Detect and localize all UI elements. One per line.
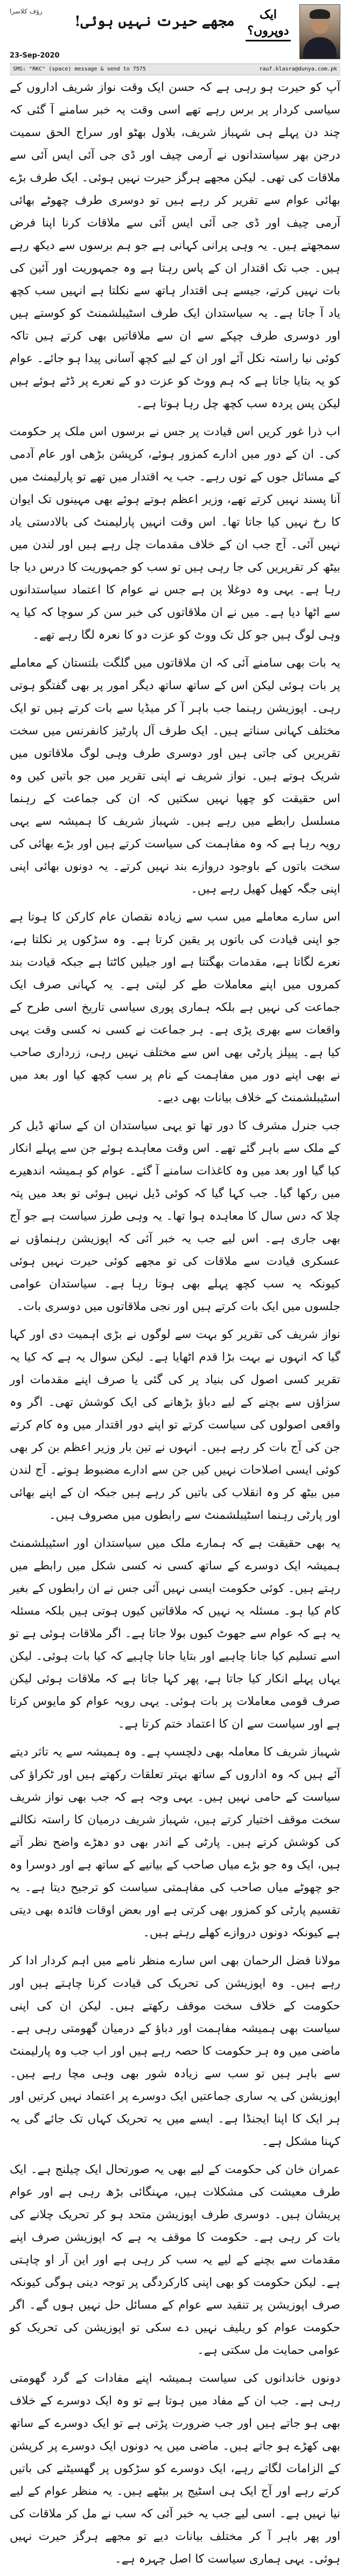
article-paragraph: یہ بھی حقیقت ہے کہ ہمارے ملک میں سیاستدان اور اسٹیبلشمنٹ ہمیشہ ایک دوسرے کے ساتھ کسی نہ کسی شکل میں رابطے میں رہتے ہیں۔ کوئی حکومت ایسی نہیں آئی جس نے ان رابطوں کے بغیر کام کیا ہو۔ مسئلہ یہ نہیں کہ ملاقاتیں کیوں ہوتی ہیں بلکہ مسئلہ یہ ہے کہ عوام سے جھوٹ کیوں بولا جاتا ہے۔ اگر ملاقات ہوئی ہے تو اسے تسلیم کیا جانا چاہیے اور بتایا جانا چاہیے کہ کیا بات ہوئی۔ لیکن یہاں پہلے انکار کیا جاتا ہے، پھر کہا جاتا ہے کہ ملاقات ہوئی لیکن صرف قومی معاملات پر بات ہوئی۔ یہی رویہ عوام کو مایوس کرتا ہے اور سیاست سے ان کا اعتماد ختم کرتا ہے۔ (10, 1537, 340, 1731)
column-logo-text: ایک دوپروں؟ (247, 8, 289, 38)
column-title: مجھے حیرت نہیں ہوئی! (74, 13, 235, 30)
article-paragraph: نواز شریف کی تقریر کو بہت سے لوگوں نے بڑی اہمیت دی اور کہا گیا کہ انہوں نے بہت بڑا قدم اٹھایا ہے۔ لیکن سوال یہ ہے کہ کیا یہ تقریر کسی اصول کی بنیاد پر کی گئی یا صرف اپنے مقدمات اور سزاؤں سے بچنے کے لیے دباؤ بڑھانے کی ایک کوشش تھی۔ اگر وہ واقعی اصولوں کی سیاست کرتے تو اپنے دور اقتدار میں وہ کام کرتے جن کی آج بات کر رہے ہیں۔ انہوں نے تین بار وزیر اعظم بن کر بھی کوئی ایسی اصلاحات نہیں کیں جن سے ادارے مضبوط ہوتے۔ آج لندن میں بیٹھ کر وہ انقلاب کی باتیں کر رہے ہیں جبکہ ان کے اپنے بھائی اور پارٹی رہنما اسٹیبلشمنٹ سے رابطوں میں مصروف ہیں۔ (10, 1328, 340, 1522)
column-logo (242, 6, 294, 42)
author-email[interactable]: rauf.klasra@dunya.com.pk (259, 66, 337, 72)
article-paragraph: اب ذرا غور کریں اس قیادت پر جس نے برسوں اس ملک پر حکومت کی۔ ان کے دور میں ادارے کمزور ہوئے، کرپشن بڑھی اور عام آدمی کے مسائل جوں کے توں رہے۔ جب یہ اقتدار میں تھے تو پارلیمنٹ میں آنا پسند نہیں کرتے تھے، وزیر اعظم ہوتے ہوئے بھی مہینوں تک ایوان کا رخ نہیں کیا جاتا تھا۔ اس وقت انہیں پارلیمنٹ کی بالادستی یاد نہیں آئی۔ آج جب ان کے خلاف مقدمات چل رہے ہیں اور لندن میں بیٹھ کر تقریریں کی جا رہی ہیں تو سب کو جمہوریت کا درس دیا جا رہا ہے۔ یہی وہ دوغلا پن ہے جس نے عوام کا اعتماد سیاستدانوں سے اٹھا دیا ہے۔ میں نے ان ملاقاتوں کی خبر سن کر سوچا کہ کیا یہ وہی لوگ ہیں جو کل تک ووٹ کو عزت دو کا نعرہ لگا رہے تھے۔ (10, 425, 340, 642)
sms-instructions: SMS: "RKC" (space) message & send to 7575 (13, 66, 146, 72)
publish-date: 23-Sep-2020 (10, 52, 60, 60)
article-body (10, 76, 340, 2576)
article-paragraph: آپ کو حیرت ہو رہی ہے کہ حسن ایک وقت نواز شریف اداروں کے سیاسی کردار پر برس رہے تھے اسی وقت یہ خبر سامنے آ گئی کہ چند دن پہلے ہی شہباز شریف، بلاول بھٹو اور سراج الحق سمیت درجن بھر سیاستدانوں نے آرمی چیف اور ڈی جی آئی ایس آئی سے ملاقات کی تھی۔ لیکن مجھے ہرگز حیرت نہیں ہوئی۔ ایک طرف بڑے بھائی عوام سے تقریر کر رہے ہیں تو دوسری طرف چھوٹے بھائی آرمی چیف اور ڈی جی آئی ایس آئی سے ملاقات کرنا اپنا فرض سمجھتے ہیں۔ یہ وہی پرانی کہانی ہے جو ہم برسوں سے دیکھ رہے ہیں۔ جب تک اقتدار ان کے پاس رہتا ہے وہ جمہوریت اور آئین کی بات نہیں کرتے، جیسے ہی اقتدار ہاتھ سے نکلتا ہے انہیں سب کچھ یاد آ جاتا ہے۔ یہ سیاستدان ایک طرف اسٹیبلشمنٹ کو کوستے ہیں اور دوسری طرف چپکے سے ان سے ملاقاتیں بھی کرتے ہیں تاکہ کوئی نیا راستہ نکل آئے اور ان کے لیے کچھ آسانی پیدا ہو جائے۔ عوام کو یہ بتایا جاتا ہے کہ ہم ووٹ کو عزت دو کے نعرے پر ڈٹے ہوئے ہیں لیکن پس پردہ سب کچھ چل رہا ہوتا ہے۔ (10, 81, 340, 411)
article-paragraph: عمران خان کی حکومت کے لیے بھی یہ صورتحال ایک چیلنج ہے۔ ایک طرف معیشت کی مشکلات ہیں، مہنگائی بڑھ رہی ہے اور عوام پریشان ہیں۔ دوسری طرف اپوزیشن متحد ہو کر تحریک چلانے کی بات کر رہی ہے۔ حکومت کا موقف یہ ہے کہ اپوزیشن صرف اپنے مقدمات سے بچنے کے لیے یہ سب کر رہی ہے اور این آر او چاہتی ہے۔ لیکن حکومت کو بھی اپنی کارکردگی پر توجہ دینی ہوگی کیونکہ صرف اپوزیشن پر تنقید سے عوام کے مسائل حل نہیں ہوں گے۔ اگر حکومت عوام کو ریلیف نہیں دے سکی تو اپوزیشن کی تحریک کو عوامی حمایت مل سکتی ہے۔ (10, 2163, 340, 2357)
article-paragraph: دونوں خاندانوں کی سیاست ہمیشہ اپنے مفادات کے گرد گھومتی رہی ہے۔ جب ان کے مفاد میں ہوتا ہے تو وہ ایک دوسرے کے خلاف بھی ہو جاتے ہیں اور جب ضرورت پڑتی ہے تو ایک دوسرے کے ساتھ بھی کھڑے ہو جاتے ہیں۔ ماضی میں یہ دونوں ایک دوسرے پر کرپشن کے الزامات لگاتے رہے، ایک دوسرے کو سڑکوں پر گھسیٹنے کی باتیں کرتے رہے اور آج ایک ہی اسٹیج پر بیٹھے ہیں۔ یہ منظر عوام کے لیے نیا نہیں ہے۔ اسی لیے جب یہ خبر آئی کہ سب نے مل کر ملاقات کی اور پھر باہر آ کر مختلف بیانات دیے تو مجھے ہرگز حیرت نہیں ہوئی۔ یہی ہماری سیاست کا اصل چہرہ ہے۔ (10, 2372, 340, 2566)
article-paragraph: جب جنرل مشرف کا دور تھا تو یہی سیاستدان ان کے ساتھ ڈیل کر کے ملک سے باہر گئے تھے۔ اس وقت معاہدے ہوئے جن سے پہلے انکار کیا گیا اور بعد میں وہ کاغذات سامنے آ گئے۔ عوام کو ہمیشہ اندھیرے میں رکھا گیا۔ جب کہا گیا کہ کوئی ڈیل نہیں ہوئی تو بعد میں پتہ چلا کہ دس سال کا معاہدہ ہوا تھا۔ یہ وہی طرز سیاست ہے جو آج بھی جاری ہے۔ اس لیے جب یہ خبر آئی کہ اپوزیشن رہنماؤں نے عسکری قیادت سے ملاقات کی تو مجھے کوئی حیرت نہیں ہوئی کیونکہ یہ سب کچھ پہلے بھی ہوتا رہا ہے۔ سیاستدان عوامی جلسوں میں ایک بات کرتے ہیں اور نجی ملاقاتوں میں دوسری بات۔ (10, 1119, 340, 1313)
article-paragraph: یہ بات بھی سامنے آئی کہ ان ملاقاتوں میں گلگت بلتستان کے معاملے پر بات ہوئی لیکن اس کے ساتھ ساتھ دیگر امور پر بھی گفتگو ہوتی رہی۔ اپوزیشن رہنما جب باہر آ کر میڈیا سے بات کرتے ہیں تو ایک مختلف کہانی سناتے ہیں۔ ایک طرف آل پارٹیز کانفرنس میں سخت تقریریں کی جاتی ہیں اور دوسری طرف وہی لوگ ملاقاتوں میں شریک ہوتے ہیں۔ نواز شریف نے اپنی تقریر میں جو باتیں کیں وہ اس حقیقت کو چھپا نہیں سکتیں کہ ان کی جماعت کے رہنما مسلسل رابطے میں رہے ہیں۔ شہباز شریف کا ہمیشہ سے یہی رویہ رہا ہے کہ وہ مفاہمت کی سیاست کرتے ہیں اور بڑے بھائی کی سخت باتوں کے باوجود دروازے بند نہیں کرتے۔ یہ دونوں بھائی اپنی اپنی جگہ کھیل کھیل رہے ہیں۔ (10, 656, 340, 896)
sms-strip (10, 63, 340, 75)
author-name: رؤف کلاسرا (10, 8, 43, 15)
article-paragraph: شہباز شریف کا معاملہ بھی دلچسپ ہے۔ وہ ہمیشہ سے یہ تاثر دیتے آئے ہیں کہ وہ اداروں کے ساتھ بہتر تعلقات رکھتے ہیں اور ٹکراؤ کی سیاست کے حامی نہیں ہیں۔ یہی وجہ ہے کہ جب بھی نواز شریف سخت موقف اختیار کرتے ہیں، شہباز شریف درمیان کا راستہ نکالنے کی کوشش کرتے ہیں۔ پارٹی کے اندر بھی دو دھڑے واضح نظر آتے ہیں، ایک وہ جو بڑے میاں صاحب کے بیانیے کے ساتھ ہے اور دوسرا وہ جو چھوٹے میاں صاحب کی مفاہمتی سیاست کو ترجیح دیتا ہے۔ یہ تقسیم پارٹی کو کمزور بھی کرتی ہے اور بعض اوقات فائدہ بھی دیتی ہے کیونکہ دونوں دروازے کھلے رہتے ہیں۔ (10, 1745, 340, 1940)
columnist-photo (299, 4, 340, 59)
article-paragraph: مولانا فضل الرحمان بھی اس سارے منظر نامے میں اہم کردار ادا کر رہے ہیں۔ وہ اپوزیشن کی تحریک کی قیادت کرنا چاہتے ہیں اور حکومت کے خلاف سخت موقف رکھتے ہیں۔ لیکن ان کی اپنی سیاست بھی ہمیشہ مفاہمت اور دباؤ کے درمیان گھومتی رہی ہے۔ ماضی میں وہ ہر حکومت کا حصہ رہے ہیں اور اب جب وہ پارلیمنٹ سے باہر ہیں تو سب سے زیادہ شور بھی وہی مچا رہے ہیں۔ اپوزیشن کی یہ ساری جماعتیں ایک دوسرے پر اعتماد نہیں کرتیں اور ہر ایک کا اپنا ایجنڈا ہے۔ ایسے میں یہ تحریک کہاں تک جائے گی یہ کہنا مشکل ہے۔ (10, 1954, 340, 2148)
article-paragraph: اس سارے معاملے میں سب سے زیادہ نقصان عام کارکن کا ہوتا ہے جو اپنی قیادت کی باتوں پر یقین کرتا ہے۔ وہ سڑکوں پر نکلتا ہے، نعرے لگاتا ہے، مقدمات بھگتتا ہے اور جیلیں کاٹتا ہے جبکہ قیادت بند کمروں میں اپنے معاملات طے کر لیتی ہے۔ یہ کہانی صرف ایک جماعت کی نہیں ہے بلکہ ہماری پوری سیاسی تاریخ اسی طرح کے واقعات سے بھری پڑی ہے۔ ہر جماعت نے کسی نہ کسی وقت یہی کیا ہے۔ پیپلز پارٹی بھی اس سے مختلف نہیں رہی، زرداری صاحب نے بھی اپنے دور میں مفاہمت کے نام پر سب کچھ کیا اور بعد میں اسٹیبلشمنٹ کے خلاف بیانات بھی دیے۔ (10, 910, 340, 1105)
